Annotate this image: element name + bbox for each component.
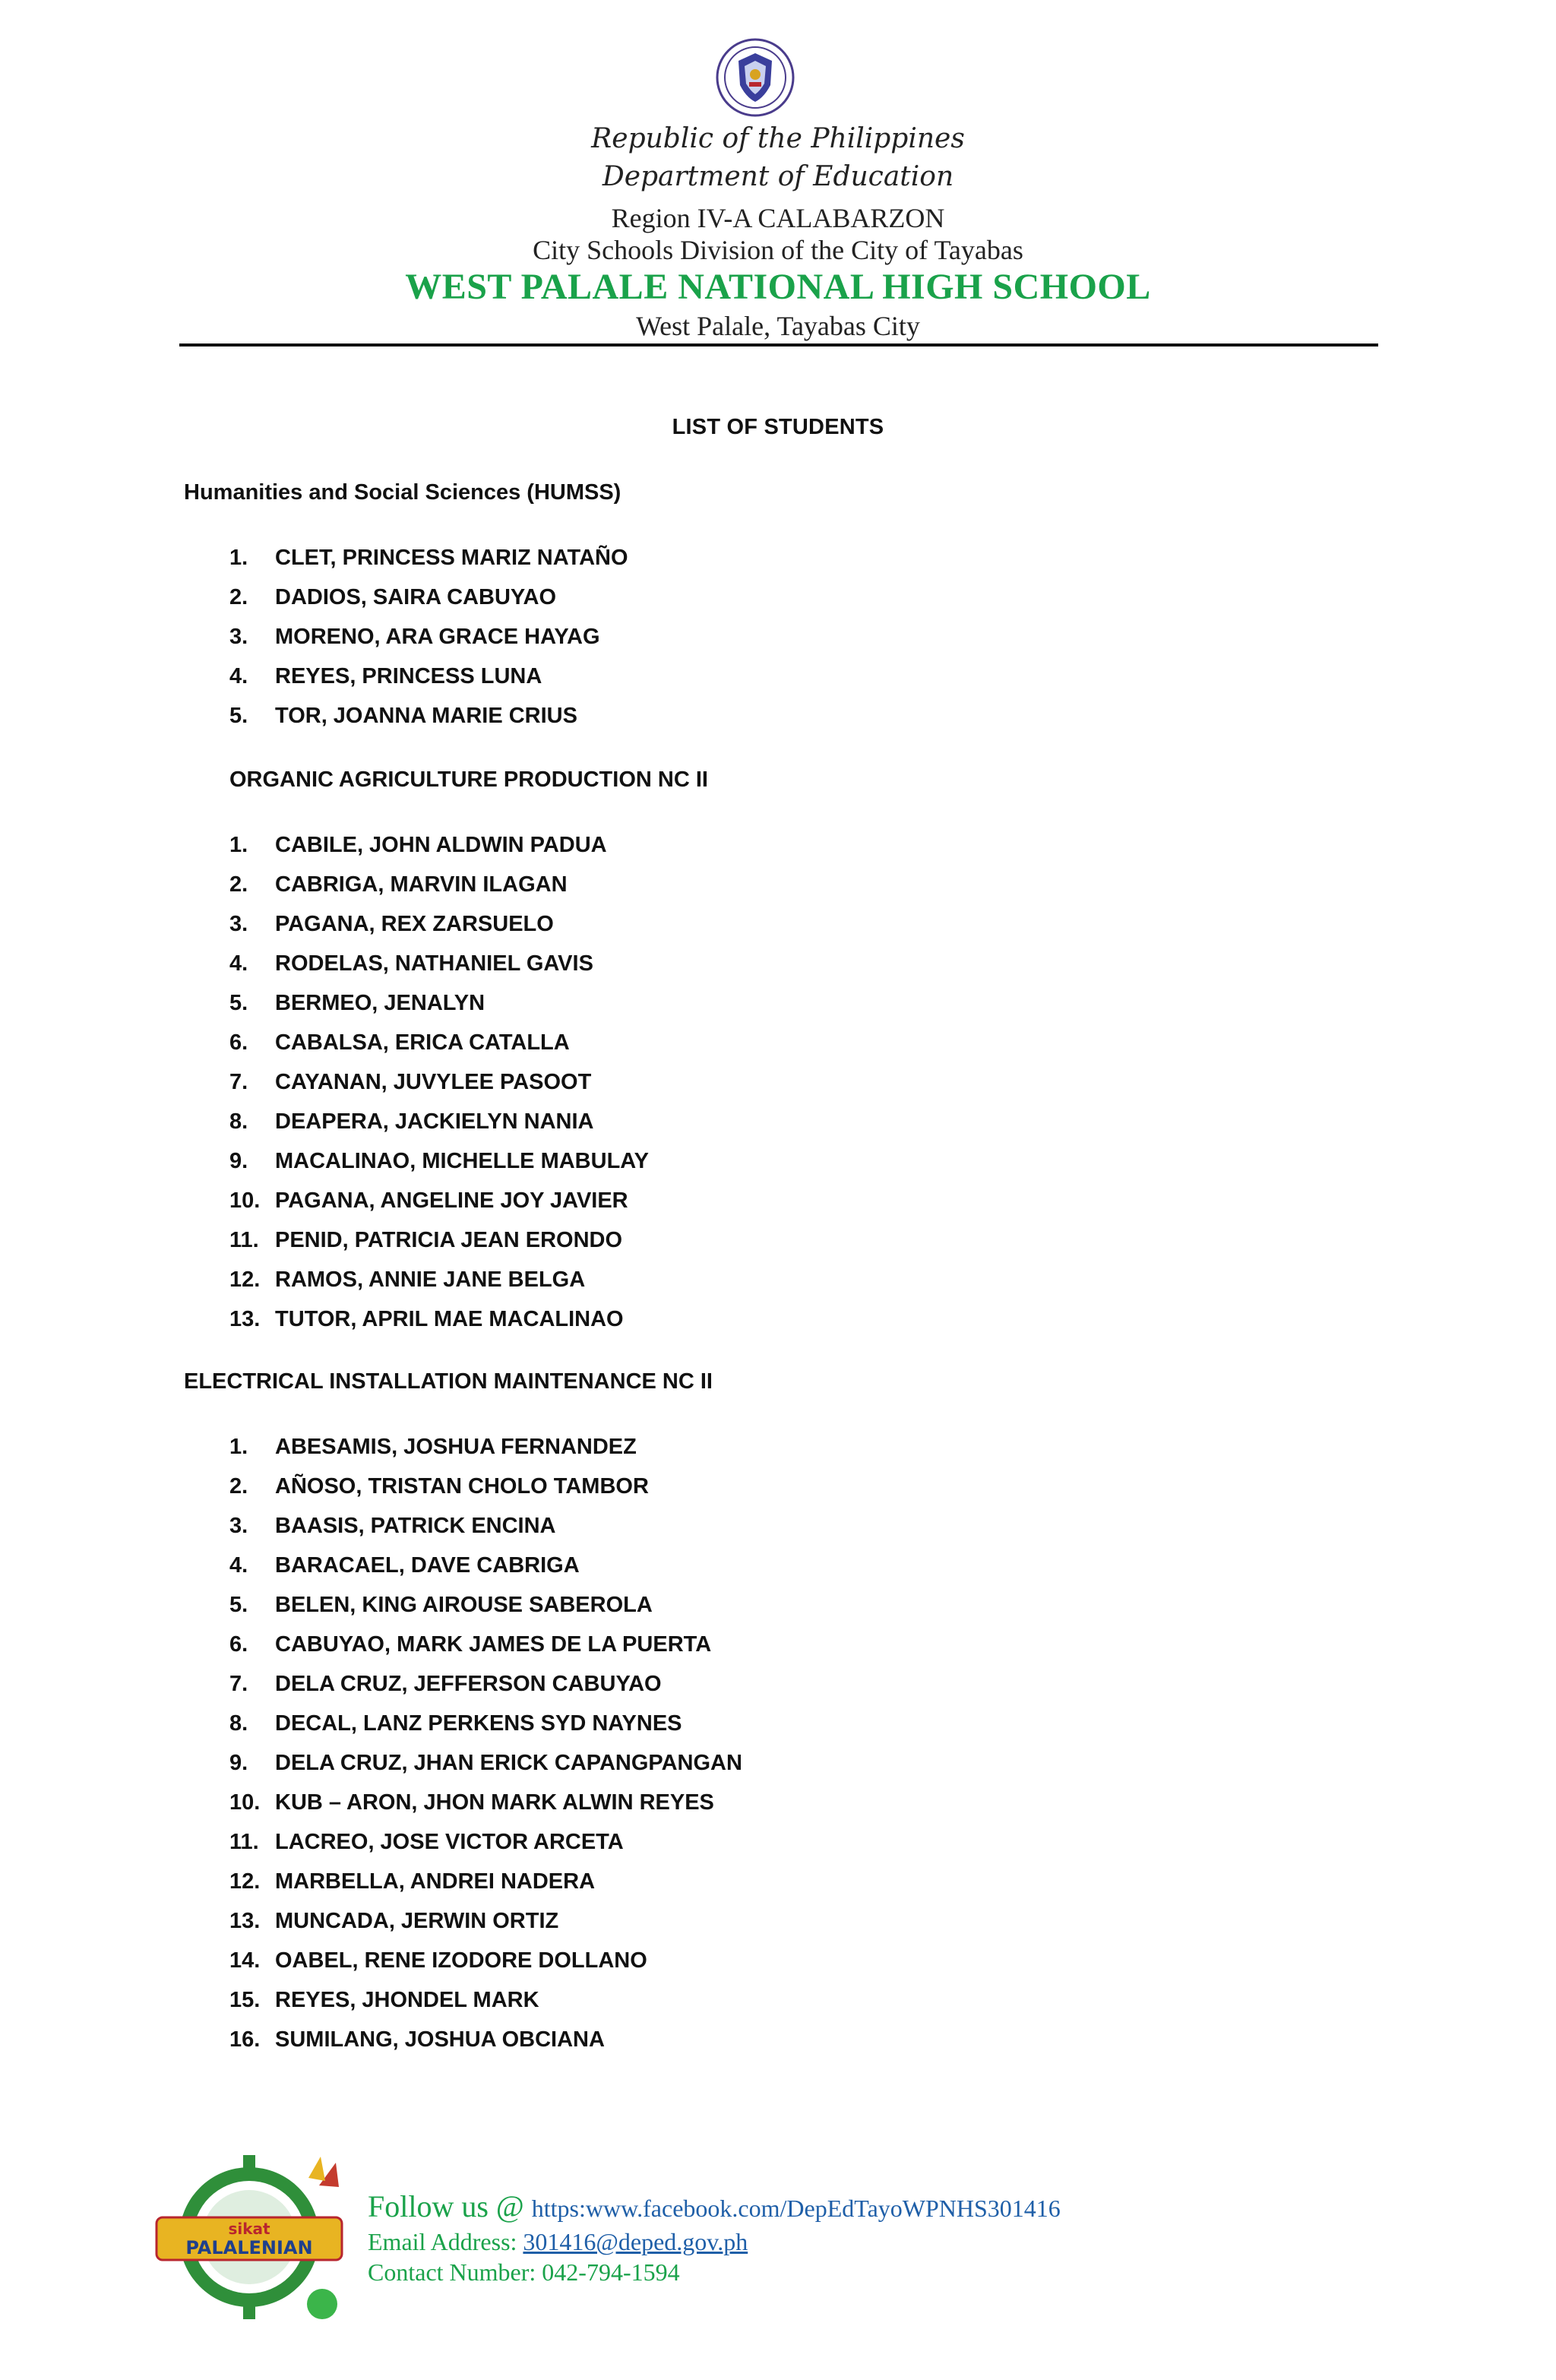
student-list-humss <box>229 538 628 736</box>
student-list-organic-agriculture <box>229 825 649 1339</box>
list-item: 2. DADIOS, SAIRA CABUYAO <box>229 585 557 609</box>
section-heading-electrical-installation: ELECTRICAL INSTALLATION MAINTENANCE NC II <box>184 1369 713 1394</box>
list-item: 15. REYES, JHONDEL MARK <box>229 1988 539 2012</box>
list-item: 3. PAGANA, REX ZARSUELO <box>229 912 554 936</box>
list-item: 11. PENID, PATRICIA JEAN ERONDO <box>229 1228 623 1252</box>
list-item: 2. CABRIGA, MARVIN ILAGAN <box>229 872 568 897</box>
student-name: PENID, PATRICIA JEAN ERONDO <box>275 1228 623 1252</box>
student-name: MARBELLA, ANDREI NADERA <box>275 1869 596 1894</box>
list-item: 12. MARBELLA, ANDREI NADERA <box>229 1869 596 1894</box>
svg-text:PALALENIAN: PALALENIAN <box>185 2237 313 2258</box>
student-name: ABESAMIS, JOSHUA FERNANDEZ <box>275 1435 637 1459</box>
facebook-link[interactable]: https:www.facebook.com/DepEdTayoWPNHS301416 <box>531 2195 1061 2222</box>
student-name: DEAPERA, JACKIELYN NANIA <box>275 1109 594 1134</box>
department-line: Department of Education <box>602 161 954 192</box>
school-name: WEST PALALE NATIONAL HIGH SCHOOL <box>405 267 1151 307</box>
student-name: BELEN, KING AIROUSE SABEROLA <box>275 1593 653 1617</box>
student-name: CABUYAO, MARK JAMES DE LA PUERTA <box>275 1632 712 1657</box>
student-name: CAYANAN, JUVYLEE PASOOT <box>275 1070 592 1094</box>
document-title: LIST OF STUDENTS <box>672 415 884 439</box>
student-name: RODELAS, NATHANIEL GAVIS <box>275 951 593 976</box>
list-item: 8. DEAPERA, JACKIELYN NANIA <box>229 1109 594 1134</box>
list-item: 10. KUB – ARON, JHON MARK ALWIN REYES <box>229 1790 714 1815</box>
list-item: 14. OABEL, RENE IZODORE DOLLANO <box>229 1948 647 1973</box>
list-item: 3. BAASIS, PATRICK ENCINA <box>229 1514 556 1538</box>
list-item: 3. MORENO, ARA GRACE HAYAG <box>229 625 600 649</box>
email-link[interactable]: 301416@deped.gov.ph <box>523 2228 748 2255</box>
list-item: 4. BARACAEL, DAVE CABRIGA <box>229 1553 580 1578</box>
student-name: PAGANA, REX ZARSUELO <box>275 912 554 936</box>
list-item: 13. MUNCADA, JERWIN ORTIZ <box>229 1909 559 1933</box>
student-name: CLET, PRINCESS MARIZ NATAÑO <box>275 546 628 570</box>
contact-label: Contact Number: <box>368 2258 536 2286</box>
contact-number: 042-794-1594 <box>542 2258 680 2286</box>
list-item: 9. DELA CRUZ, JHAN ERICK CAPANGPANGAN <box>229 1751 742 1775</box>
list-item: 8. DECAL, LANZ PERKENS SYD NAYNES <box>229 1711 682 1736</box>
student-name: TUTOR, APRIL MAE MACALINAO <box>275 1307 624 1331</box>
sikat-palalenian-logo <box>149 2147 354 2324</box>
list-item: 1. CABILE, JOHN ALDWIN PADUA <box>229 833 607 857</box>
list-item: 16. SUMILANG, JOSHUA OBCIANA <box>229 2027 605 2052</box>
list-item: 12. RAMOS, ANNIE JANE BELGA <box>229 1268 586 1292</box>
student-name: DECAL, LANZ PERKENS SYD NAYNES <box>275 1711 682 1736</box>
list-item: 7. DELA CRUZ, JEFFERSON CABUYAO <box>229 1672 662 1696</box>
student-name: BERMEO, JENALYN <box>275 991 485 1015</box>
list-item: 5. BELEN, KING AIROUSE SABEROLA <box>229 1593 653 1617</box>
student-name: DELA CRUZ, JEFFERSON CABUYAO <box>275 1672 662 1696</box>
list-item: 1. CLET, PRINCESS MARIZ NATAÑO <box>229 546 628 570</box>
list-item: 6. CABALSA, ERICA CATALLA <box>229 1030 570 1055</box>
list-item: 9. MACALINAO, MICHELLE MABULAY <box>229 1149 649 1173</box>
student-name: CABILE, JOHN ALDWIN PADUA <box>275 833 607 857</box>
list-item: 5. BERMEO, JENALYN <box>229 991 485 1015</box>
list-item: 2. AÑOSO, TRISTAN CHOLO TAMBOR <box>229 1474 649 1499</box>
list-item: 1. ABESAMIS, JOSHUA FERNANDEZ <box>229 1435 637 1459</box>
student-name: TOR, JOANNA MARIE CRIUS <box>275 704 577 728</box>
republic-line: Republic of the Philippines <box>591 123 965 154</box>
email-label: Email Address: <box>368 2228 517 2255</box>
division-line: City Schools Division of the City of Tayabas <box>533 235 1023 265</box>
list-item: 10. PAGANA, ANGELINE JOY JAVIER <box>229 1188 628 1213</box>
section-heading-organic-agriculture: ORGANIC AGRICULTURE PRODUCTION NC II <box>229 767 708 792</box>
student-name: MACALINAO, MICHELLE MABULAY <box>275 1149 649 1173</box>
student-name: MORENO, ARA GRACE HAYAG <box>275 625 600 649</box>
region-line: Region IV-A CALABARZON <box>611 203 945 233</box>
student-name: MUNCADA, JERWIN ORTIZ <box>275 1909 559 1933</box>
list-item: 4. RODELAS, NATHANIEL GAVIS <box>229 951 593 976</box>
student-name: OABEL, RENE IZODORE DOLLANO <box>275 1948 647 1973</box>
student-name: PAGANA, ANGELINE JOY JAVIER <box>275 1188 628 1213</box>
section-heading-humss: Humanities and Social Sciences (HUMSS) <box>184 480 621 505</box>
student-name: SUMILANG, JOSHUA OBCIANA <box>275 2027 605 2052</box>
contact-line <box>368 2258 680 2287</box>
list-item: 4. REYES, PRINCESS LUNA <box>229 664 542 688</box>
student-list-electrical-installation <box>229 1427 742 2059</box>
student-name: LACREO, JOSE VICTOR ARCETA <box>275 1830 624 1854</box>
header-divider <box>179 343 1378 347</box>
student-name: REYES, JHONDEL MARK <box>275 1988 539 2012</box>
list-item: 5. TOR, JOANNA MARIE CRIUS <box>229 704 577 728</box>
student-name: BARACAEL, DAVE CABRIGA <box>275 1553 580 1578</box>
list-item: 6. CABUYAO, MARK JAMES DE LA PUERTA <box>229 1632 712 1657</box>
list-item: 7. CAYANAN, JUVYLEE PASOOT <box>229 1070 592 1094</box>
student-name: REYES, PRINCESS LUNA <box>275 664 542 688</box>
facebook-follow-line <box>368 2189 1061 2224</box>
student-name: CABALSA, ERICA CATALLA <box>275 1030 570 1055</box>
deped-seal-icon <box>716 38 795 117</box>
list-item: 13. TUTOR, APRIL MAE MACALINAO <box>229 1307 624 1331</box>
student-name: BAASIS, PATRICK ENCINA <box>275 1514 556 1538</box>
svg-text:sikat: sikat <box>228 2220 270 2238</box>
student-name: AÑOSO, TRISTAN CHOLO TAMBOR <box>275 1474 649 1499</box>
student-name: KUB – ARON, JHON MARK ALWIN REYES <box>275 1790 714 1815</box>
school-address: West Palale, Tayabas City <box>636 311 920 341</box>
student-name: RAMOS, ANNIE JANE BELGA <box>275 1268 586 1292</box>
student-name: DELA CRUZ, JHAN ERICK CAPANGPANGAN <box>275 1751 742 1775</box>
follow-label: Follow us @ <box>368 2189 524 2223</box>
student-name: CABRIGA, MARVIN ILAGAN <box>275 872 568 897</box>
student-name: DADIOS, SAIRA CABUYAO <box>275 585 557 609</box>
email-line <box>368 2228 748 2256</box>
list-item: 11. LACREO, JOSE VICTOR ARCETA <box>229 1830 624 1854</box>
